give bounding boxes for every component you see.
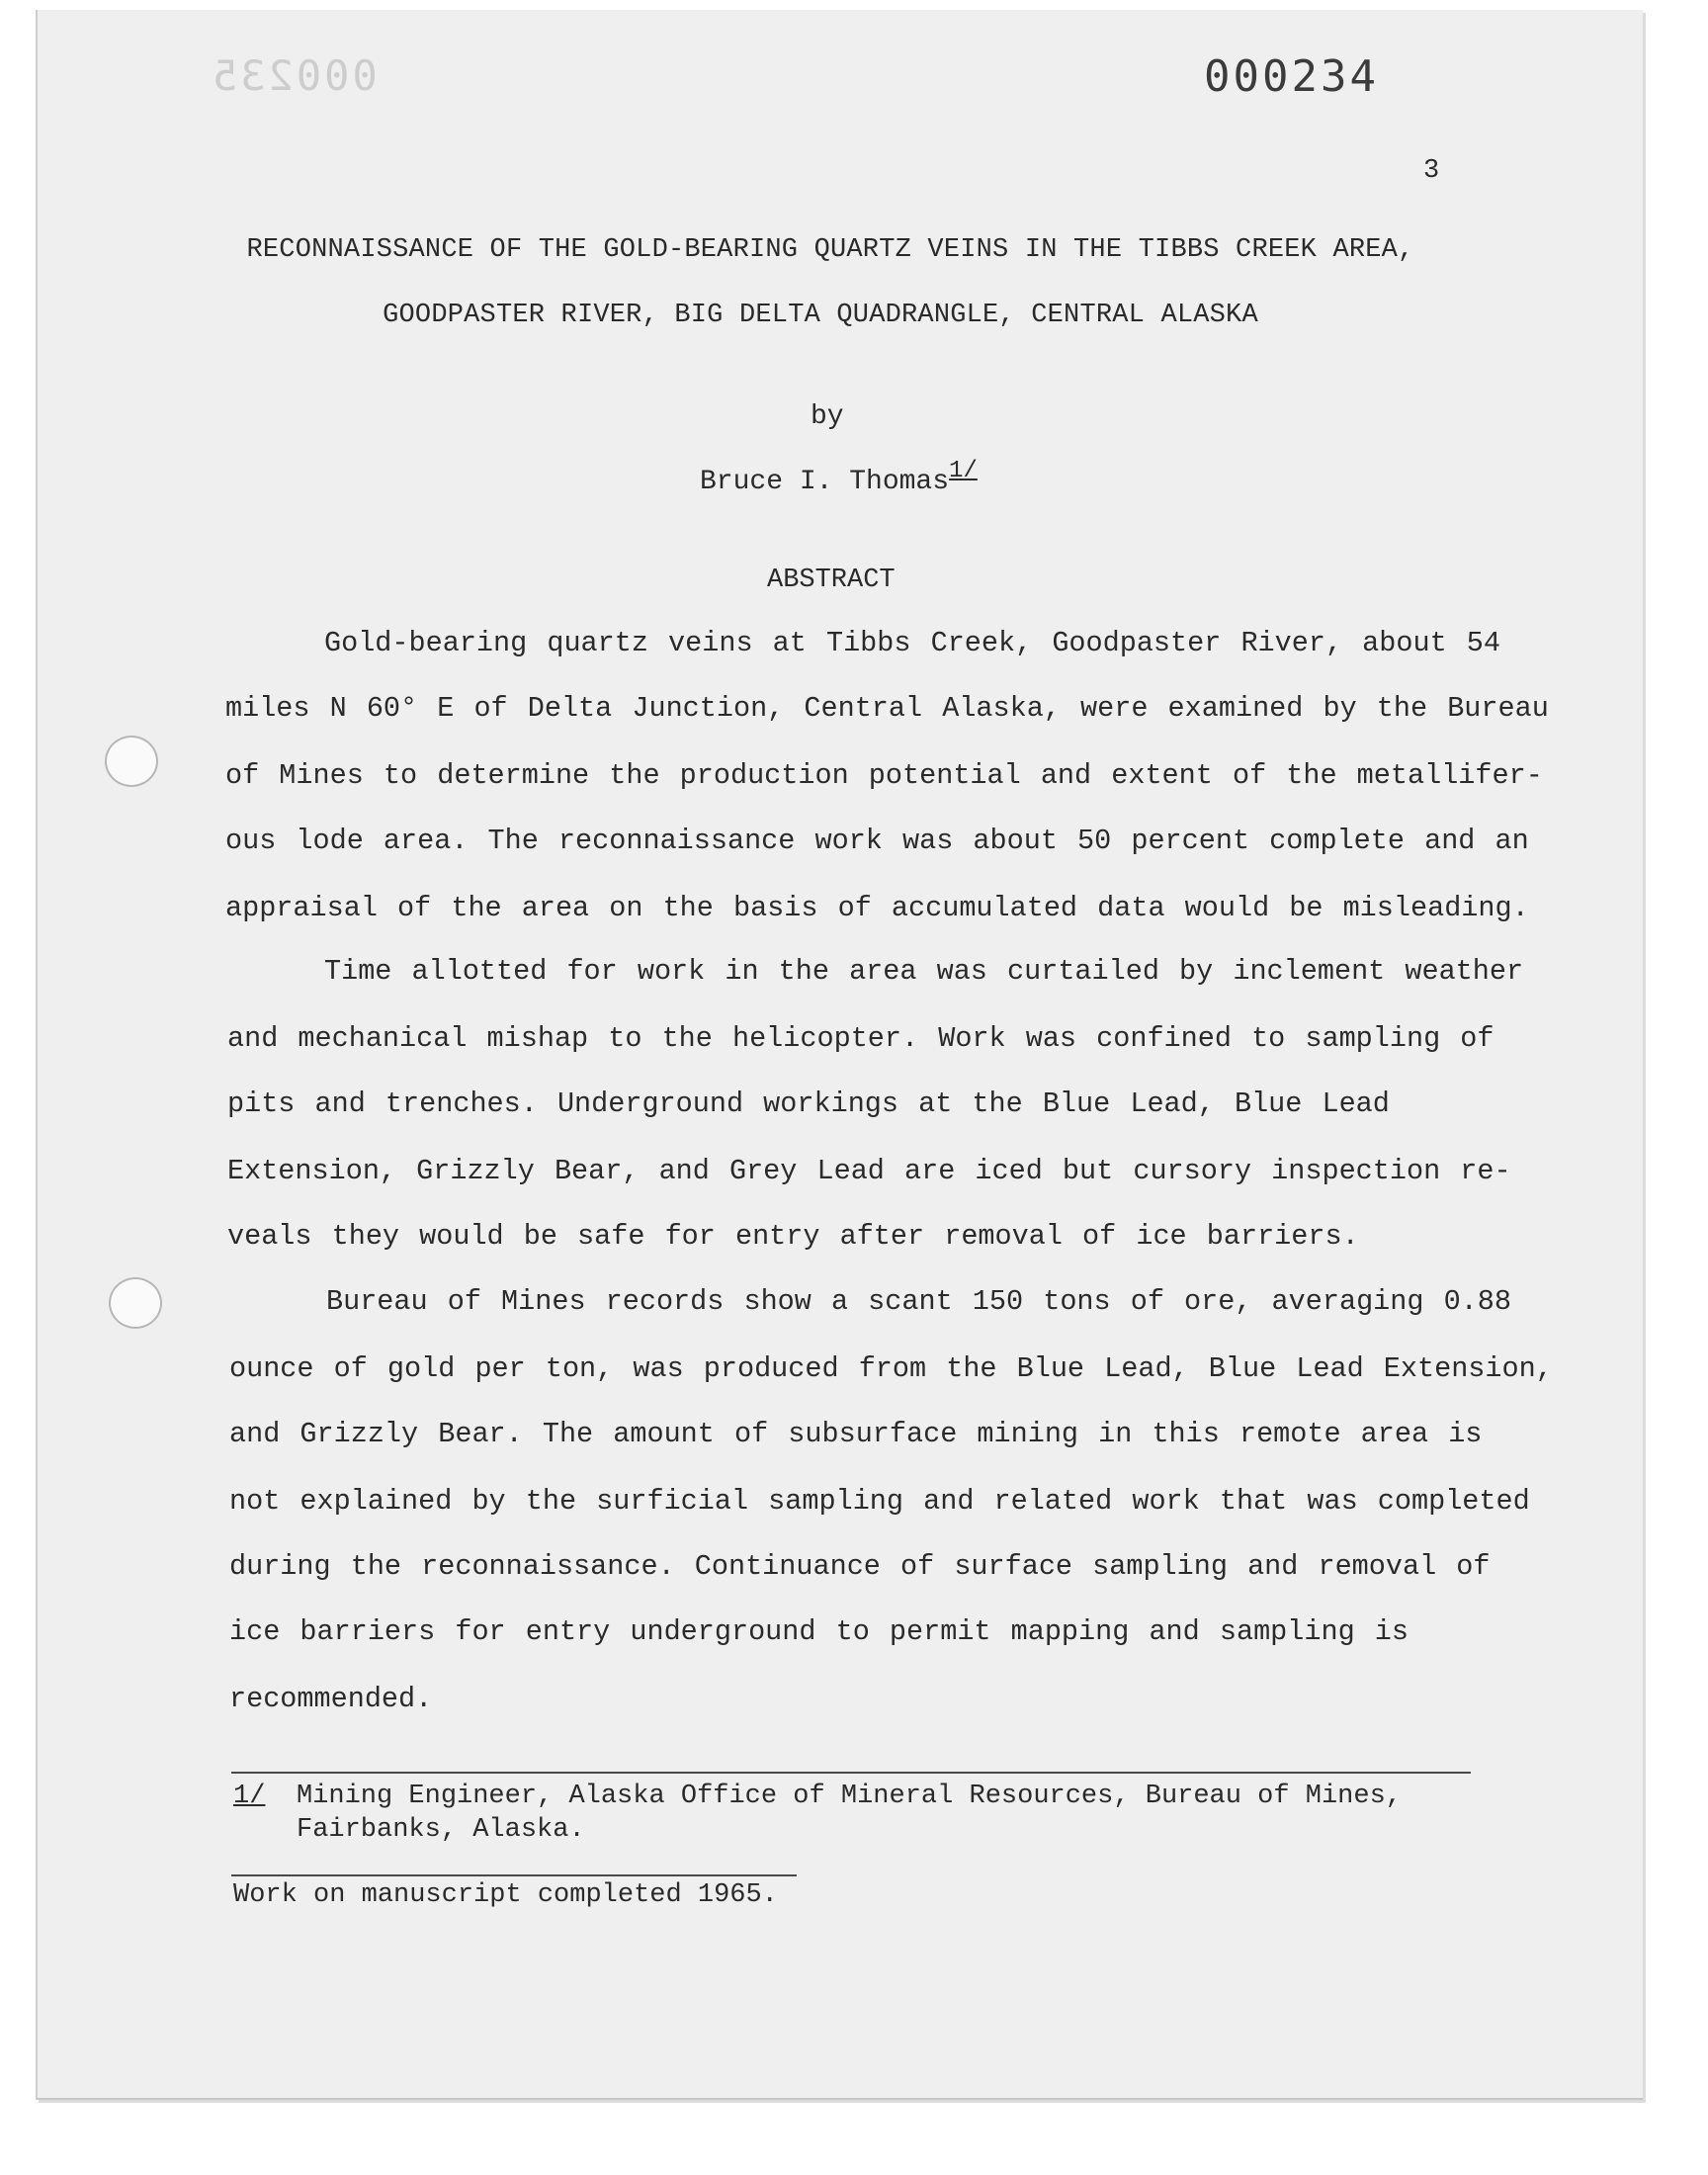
author-footnote-mark: 1/ — [949, 458, 978, 484]
author-line — [700, 458, 978, 497]
completion-note: Work on manuscript completed 1965. — [233, 1880, 778, 1910]
abstract-line: veals they would be safe for entry after removal of ice barriers. — [227, 1220, 1359, 1253]
page-number: 3 — [1423, 156, 1440, 186]
abstract-line: and Grizzly Bear. The amount of subsurface mining in this remote area is — [229, 1418, 1483, 1450]
abstract-line: miles N 60° E of Delta Junction, Central Alaska, were examined by the Bureau — [225, 692, 1549, 725]
abstract-line: ounce of gold per ton, was produced from the Blue Lead, Blue Lead Extension, — [229, 1352, 1553, 1385]
abstract-line: Extension, Grizzly Bear, and Grey Lead are iced but cursory inspection re- — [227, 1155, 1511, 1187]
footnote-mark: 1/ — [233, 1782, 266, 1811]
abstract-line: ice barriers for entry underground to permit mapping and sampling is — [229, 1615, 1409, 1648]
title-line-1: RECONNAISSANCE OF THE GOLD-BEARING QUARTZ VEINS IN THE TIBBS CREEK AREA, — [246, 235, 1414, 265]
punch-hole — [105, 736, 158, 787]
abstract-line: not explained by the surficial sampling and related work that was completed — [229, 1485, 1530, 1518]
title-line-2: GOODPASTER RIVER, BIG DELTA QUADRANGLE, CENTRAL ALASKA — [383, 301, 1258, 330]
footnote-line: Mining Engineer, Alaska Office of Mineral Resources, Bureau of Mines, — [297, 1782, 1402, 1811]
abstract-line: pits and trenches. Underground workings at the Blue Lead, Blue Lead — [227, 1088, 1390, 1120]
stamp-ghost-number: 000235 — [210, 51, 378, 100]
abstract-line: Time allotted for work in the area was curtailed by inclement weather — [324, 955, 1524, 988]
punch-hole — [109, 1277, 162, 1329]
abstract-heading: ABSTRACT — [767, 566, 896, 595]
footnote-divider — [231, 1772, 1471, 1774]
abstract-line: Gold-bearing quartz veins at Tibbs Creek, Goodpaster River, about 54 — [324, 627, 1500, 659]
abstract-line: ous lode area. The reconnaissance work was about 50 percent complete and an — [225, 825, 1529, 857]
abstract-line: during the reconnaissance. Continuance of surface sampling and removal of — [229, 1550, 1491, 1583]
abstract-line: appraisal of the area on the basis of accumulated data would be misleading. — [225, 892, 1529, 924]
completion-divider — [231, 1874, 797, 1876]
author-name: Bruce I. Thomas — [700, 467, 950, 497]
footnote-line: Fairbanks, Alaska. — [297, 1815, 585, 1845]
abstract-line: of Mines to determine the production potential and extent of the metallifer- — [225, 759, 1543, 792]
byline-by: by — [811, 401, 844, 432]
abstract-line: and mechanical mishap to the helicopter. Work was confined to sampling of — [227, 1022, 1494, 1055]
abstract-line: Bureau of Mines records show a scant 150 tons of ore, averaging 0.88 — [326, 1285, 1511, 1318]
abstract-line: recommended. — [229, 1683, 433, 1715]
stamp-number: 000234 — [1204, 51, 1379, 102]
